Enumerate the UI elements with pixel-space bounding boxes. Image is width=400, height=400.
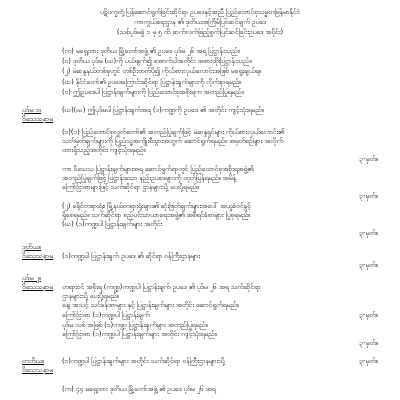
header-line-3: (သစ်ပုဒ်မခွဲ ၁ မှ ၅ ထိ ဆက်လက်ဖြည့်စွက်ပြင်ဆင်ခြင်းဥပဒေ အပိုင်း) (116, 28, 284, 36)
section-paragraph-line: သတ်မှတ်ချက်များကို ပြည်သူ့အကျိုးစီးပွားအတွက် ဆောင်ရွက်ရမည်။ အမှတ်စဉ်များ အလိုက် (62, 137, 283, 145)
section-paragraph-line: ဌာနများသို့ ပေးပို့ရမည်။ (62, 292, 119, 300)
section-paragraph-line: ရှိစေရမည်။ သက်ဆိုင်ရာ စည်ပင်သာယာရေးအဖွဲ့၏ အစီရင်ခံစာများ ပြုစုရမည်။ (62, 211, 251, 219)
list-item: (၂) မဲဆန္ဒနယ်တစ်ခုတွင် တစ်ဦးထက်ပို၍ ကိုယ်စားလှယ်လောင်းအဖြစ် မရွေးချယ်ရ။ (62, 67, 261, 75)
section-paragraph-line: တရားဝင် အစိုးရ (ကဏ္ဍ)ကဏ္ဍပါ ပြဋ္ဌာန်းချက် ဥပဒေ ၏ ပုဒ်မ ၂၆ အရ သက်ဆိုင်ရာ (62, 283, 261, 291)
list-item: (၁) ဒုတိယ ပုဒ်မ (ဃ)ကို ပယ်ဖျက်၍ အောက်ပါအတိုင်း အစားထိုးပြဋ္ဌာန်းသည်။ (62, 57, 252, 65)
reference-number: ၃-မှတ်။ (359, 229, 378, 237)
section-paragraph-line: ကြော်ငြာစာများဖြင့် သက်ဆိုင်ရာ ဌာနများသို့ ပေးပို့ရမည်။ (62, 183, 200, 191)
list-item: (င) ဤဥပဒေပါ ပြဋ္ဌာန်းချက်များကို ပြည်ထောင်စုအစိုးရက အတည်ပြုရမည်။ (62, 88, 244, 96)
section-label: ပုဒ်မ ၁။ (22, 106, 42, 114)
section-paragraph-line: အတည်ပြုချက်ဖြင့် ပြဋ္ဌာန်းသော နည်းဥပဒေများကို ထုတ်ပြန်ရမည်။ အမိန့် (62, 174, 236, 182)
section-paragraph-line: ကာ ဝိသေသ ပြဋ္ဌာန်းချက်များအရ ဆောင်ရွက်ရာတွင် ပြည်ထောင်စုအစိုးရအဖွဲ့၏ (62, 165, 254, 173)
section-label: ဒုတိယ။ (22, 243, 41, 251)
section-paragraph-line: (က) ၄၄ မရှေ့ထား ဒုတိယ မြို့တော်အဖွဲ့ ၏ ဥပဒေ ပုဒ်မ ၂၆ အရ (62, 385, 216, 393)
reference-number: ၃-မှတ်။ (359, 311, 378, 319)
section-paragraph-line: (၁)(၁) ပြည်ထောင်စုလွှတ်တော်၏ အတည်ပြုချက်ဖြင့် မဲဆန္ဒရှင်များ ကိုယ်စားလှယ်လောင်း၏ (62, 128, 285, 136)
reference-number: ၃-မှတ်။ (359, 339, 378, 347)
section-paragraph-line: (ဃ) (၁)ကဏ္ဍပါ ပြဋ္ဌာန်းချက်များ အတိုင်း (62, 220, 163, 228)
section-paragraph-line: (၂) ခရိုင်တရားရုံး၊ မြို့နယ်တရားရုံးများ၏ ဆုံးဖြတ်ချက်များအပေါ် အယူခံဝင်ခွင့် (62, 202, 251, 210)
reference-number: ၃-မှတ်။ (359, 192, 378, 200)
section-sublabel: ဝိသေသနာမ (22, 366, 53, 374)
section-paragraph-line: ပုဒ်မ သစ် အဖြစ် (၁)ကဏ္ဍ ပြဋ္ဌာန်းချက်များ အတည်ပြုရမည်။ (62, 321, 208, 329)
reference-number: ၃-မှတ်။ (359, 357, 378, 365)
section-label: ပုဒ်မ ၂။ (22, 274, 41, 282)
section-paragraph-line: ကြော်ငြာစာ (၁)ကဏ္ဍပါ ပြဋ္ဌာန်းချက်များ အတိုင်း ကျင့်သုံးရမည်။ (62, 330, 217, 338)
section-paragraph-line: ထားရှိသည့်အတိုင်း ကျင့်သုံးရမည်။ (62, 146, 146, 154)
reference-number: ၃-မှတ်။ (359, 155, 378, 163)
section-paragraph-line: ကြော်ငြာစာ (၁)ကဏ္ဍပါ ပြဋ္ဌာန်းချက် (62, 311, 150, 319)
list-item: (က) မရှေ့ထား ဒုတိယ မြို့တော်အဖွဲ့ ၏ ဥပဒေ ပုဒ်မ ၂၆ အရ ပြဋ္ဌာန်းသည်။ (62, 47, 240, 55)
section-paragraph-line: နေ့၊ အသင့် သင်ခန်းစာများ နှင့် ပြဋ္ဌာန်းချက်များ အတိုင်း ဆောင်ရွက်ရမည်။ (62, 301, 239, 309)
section-sublabel: ဝိသေသနာမ (22, 115, 53, 123)
section-paragraph-line: (၁)ကဏ္ဍပါ ပြဋ္ဌာန်းချက် ဥပဒေ ၏ ဆိုင်ရာ ဝန်ကြီးဌာနများ (62, 252, 201, 260)
header-line-1: ပဋိပက္ခတုံ့ပြန်ဆောင်ရွက်ခြင်းဆိုင်ရာ ဥပဒေနှင့်အညီ ပြည်ထောင်စုသမ္မတမြန်မာနိုင်ငံ (99, 8, 301, 16)
header-line-2: ကာကွယ်ရေးဌာန ၏ ဒုတိယအကြိမ်ပြင်ဆင်ချက် ဥပဒေ (133, 18, 267, 26)
section-label: တတိယ။ (22, 357, 45, 365)
section-paragraph-line: (ဃ)(ဃ) ဤပုဒ်မပါ ပြဋ္ဌာန်းချက်အရ (၁)ကဏ္ဍကို ဥပဒေ ၏ အတိုင်း ကျင့်သုံးရမည်။ (62, 106, 264, 114)
reference-number: ၃-မှတ်။ (359, 261, 378, 269)
section-sublabel: ဝိသေသနာမ (22, 252, 53, 260)
section-paragraph-line: (၁)ကဏ္ဍပါ ပြဋ္ဌာန်းချက်များ အတိုင်း သက်ဆိုင်ရာ ဝန်ကြီးဌာနများသို့ (62, 357, 225, 365)
section-sublabel: ဝိသေသနာမ (22, 283, 53, 291)
list-item: (ဃ) နိုင်ငံတော်၏ ဥပဒေကြောင်းဆိုင်ရာ ပြဋ္ဌာန်းချက်များကို လိုက်နာရမည်။ (62, 78, 242, 86)
